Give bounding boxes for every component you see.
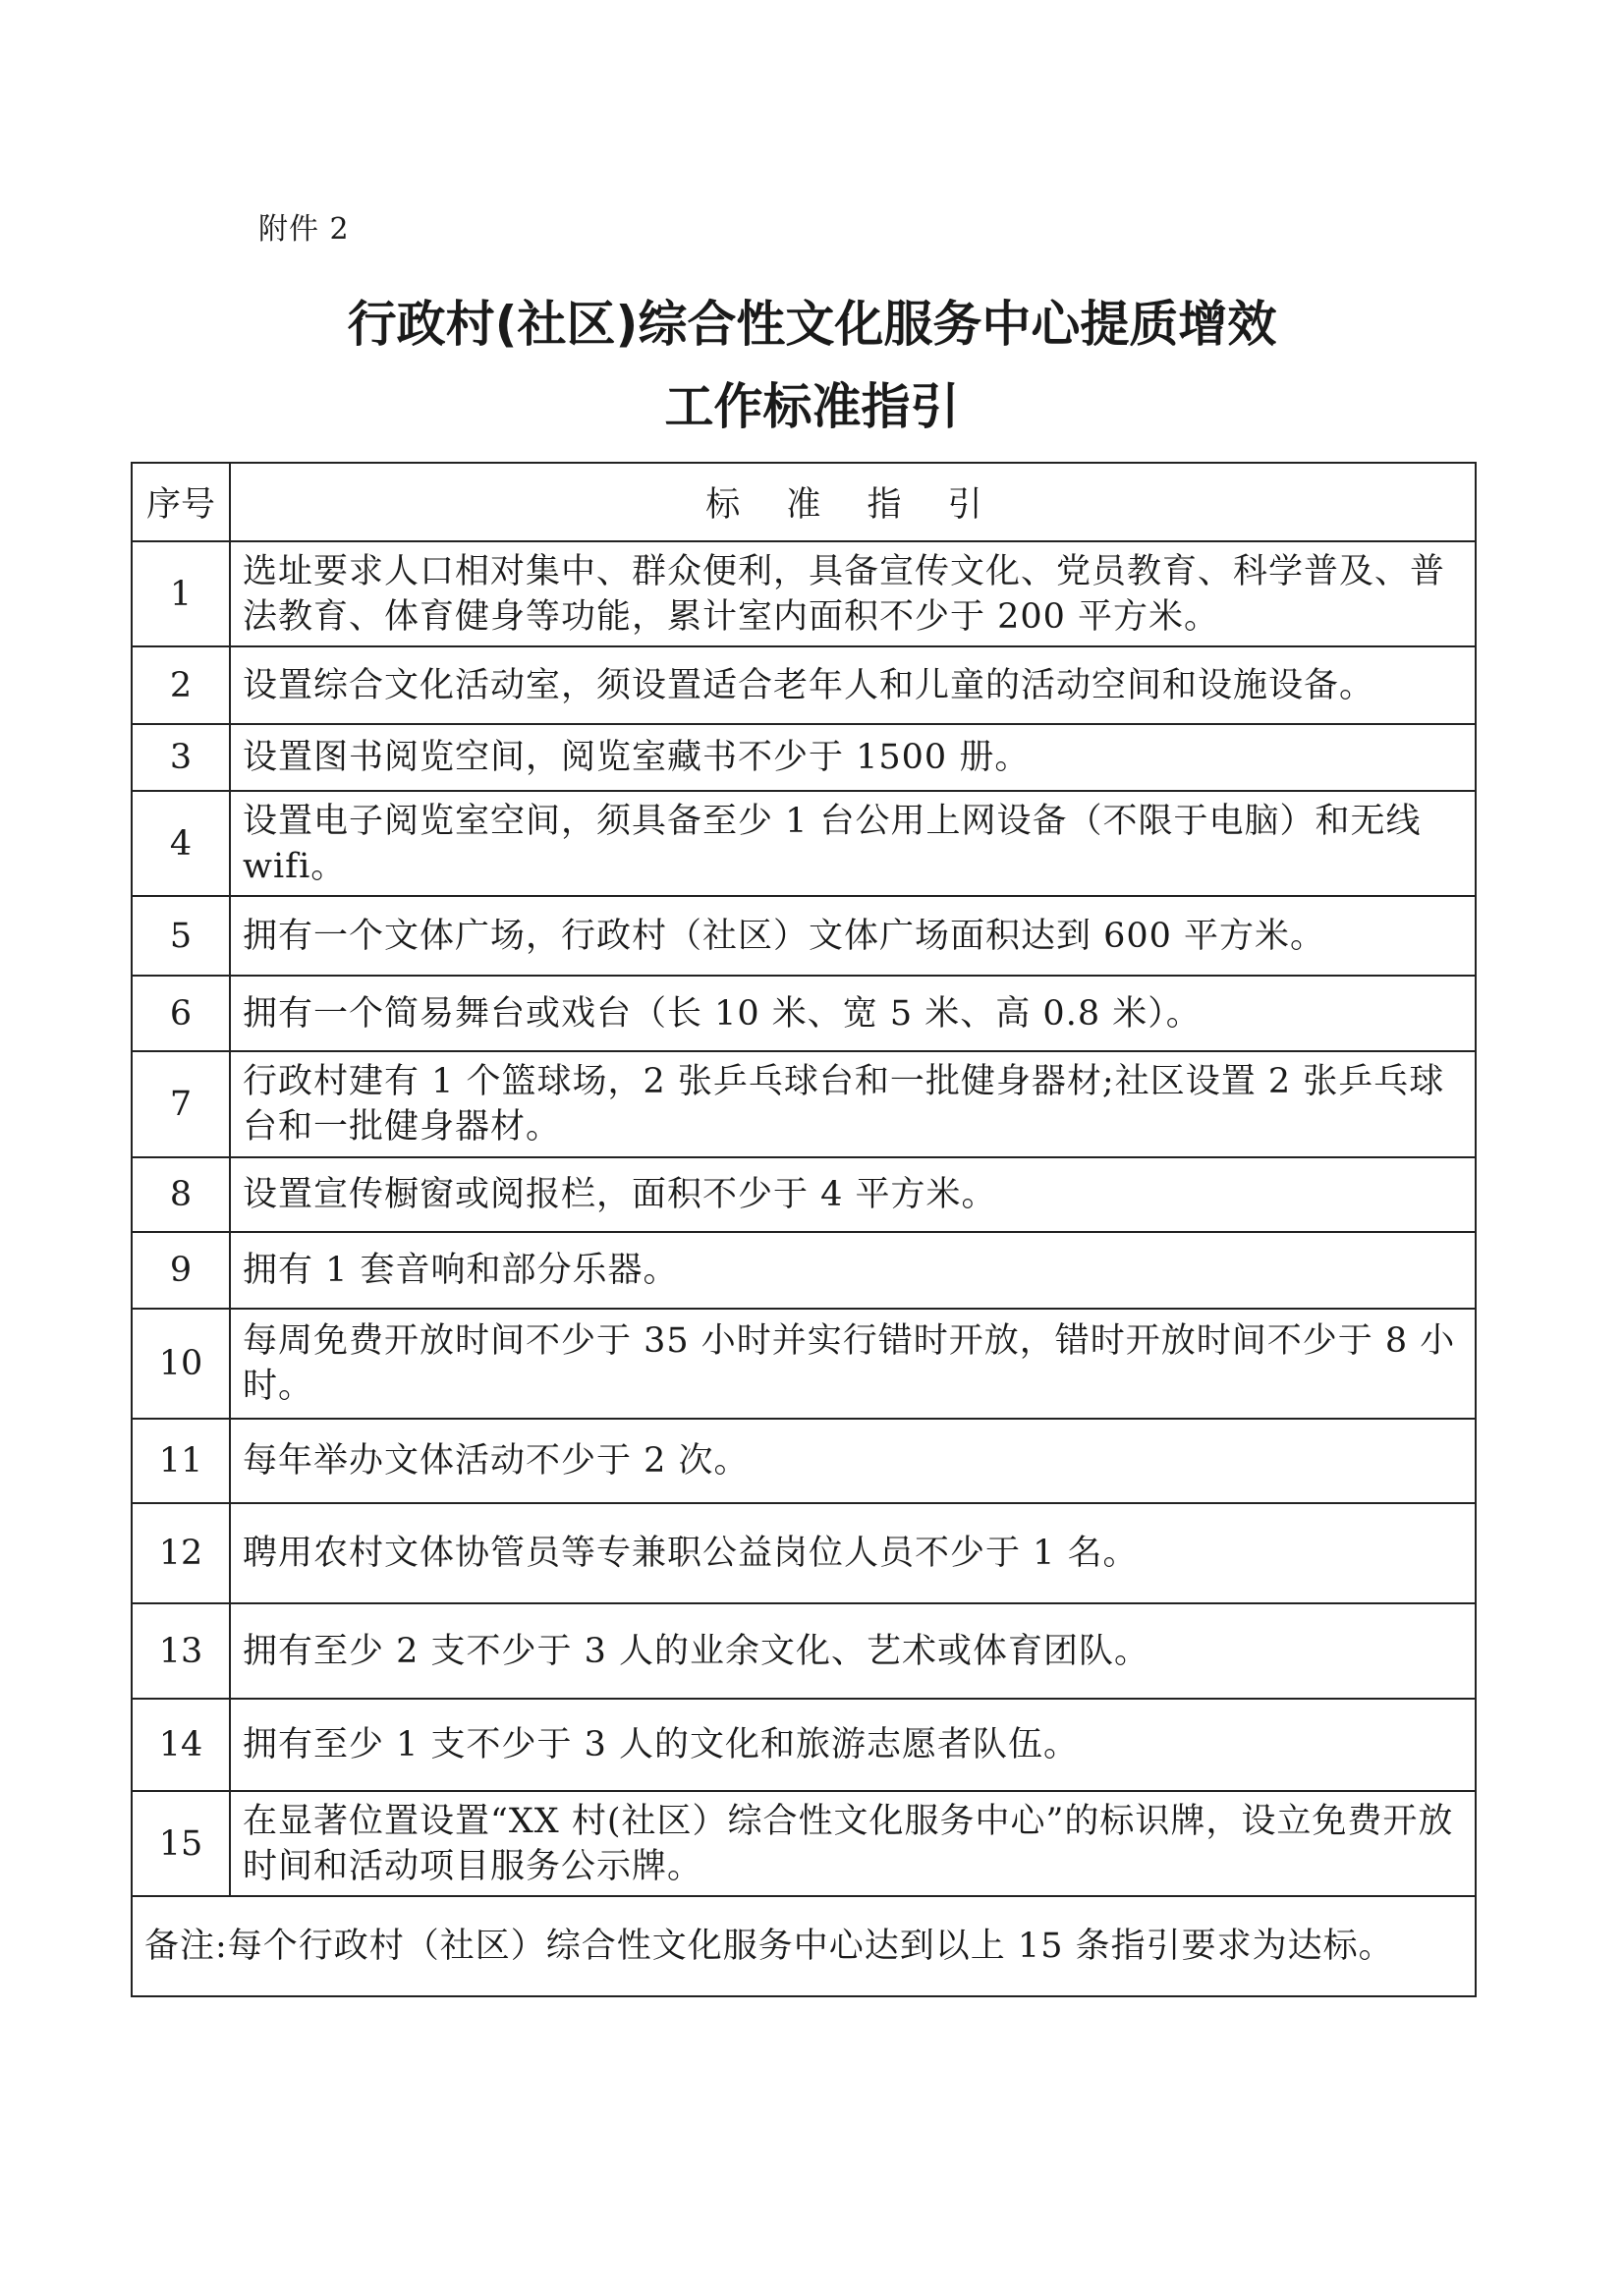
row-number: 6	[132, 976, 230, 1051]
row-text: 设置宣传橱窗或阅报栏，面积不少于 4 平方米。	[230, 1157, 1476, 1232]
table-row	[132, 1503, 1476, 1603]
row-number: 11	[132, 1419, 230, 1503]
row-number: 9	[132, 1232, 230, 1309]
row-number: 15	[132, 1791, 230, 1896]
table-row	[132, 1603, 1476, 1699]
table-note: 备注:每个行政村（社区）综合性文化服务中心达到以上 15 条指引要求为达标。	[132, 1896, 1476, 1996]
row-number: 12	[132, 1503, 230, 1603]
table-row	[132, 1699, 1476, 1791]
row-text: 在显著位置设置“XX 村(社区）综合性文化服务中心”的标识牌，设立免费开放时间和活动项目服务公示牌。	[230, 1791, 1476, 1896]
row-number: 1	[132, 541, 230, 646]
row-text: 每年举办文体活动不少于 2 次。	[230, 1419, 1476, 1503]
row-text: 拥有至少 2 支不少于 3 人的业余文化、艺术或体育团队。	[230, 1603, 1476, 1699]
row-number: 8	[132, 1157, 230, 1232]
row-text: 拥有 1 套音响和部分乐器。	[230, 1232, 1476, 1309]
row-number: 5	[132, 896, 230, 976]
row-number: 14	[132, 1699, 230, 1791]
table-header-row	[132, 463, 1476, 541]
row-text: 拥有至少 1 支不少于 3 人的文化和旅游志愿者队伍。	[230, 1699, 1476, 1791]
table-row	[132, 896, 1476, 976]
document-title-line-1: 行政村(社区)综合性文化服务中心提质增效	[347, 296, 1277, 353]
table-row	[132, 791, 1476, 896]
row-text: 设置电子阅览室空间，须具备至少 1 台公用上网设备（不限于电脑）和无线 wifi。	[230, 791, 1476, 896]
document-title-line-2: 工作标准指引	[664, 378, 960, 435]
row-text: 设置综合文化活动室，须设置适合老年人和儿童的活动空间和设施设备。	[230, 646, 1476, 724]
table-row	[132, 646, 1476, 724]
header-standard-guide: 标 准 指 引	[230, 463, 1476, 541]
row-text: 设置图书阅览空间，阅览室藏书不少于 1500 册。	[230, 724, 1476, 791]
table-row	[132, 1232, 1476, 1309]
table-row	[132, 541, 1476, 646]
header-serial-number: 序号	[132, 463, 230, 541]
table-row	[132, 1309, 1476, 1419]
table-row	[132, 724, 1476, 791]
table-row	[132, 976, 1476, 1051]
row-number: 2	[132, 646, 230, 724]
attachment-label: 附件 2	[258, 212, 350, 247]
standards-table	[131, 462, 1477, 1997]
table-row	[132, 1051, 1476, 1157]
table-row	[132, 1791, 1476, 1896]
row-text: 拥有一个文体广场，行政村（社区）文体广场面积达到 600 平方米。	[230, 896, 1476, 976]
row-number: 3	[132, 724, 230, 791]
row-text: 选址要求人口相对集中、群众便利，具备宣传文化、党员教育、科学普及、普法教育、体育健身等功能，累计室内面积不少于 200 平方米。	[230, 541, 1476, 646]
row-number: 7	[132, 1051, 230, 1157]
row-number: 4	[132, 791, 230, 896]
row-number: 13	[132, 1603, 230, 1699]
row-number: 10	[132, 1309, 230, 1419]
table-row	[132, 1157, 1476, 1232]
row-text: 行政村建有 1 个篮球场，2 张乒乓球台和一批健身器材;社区设置 2 张乒乓球台和一批健身器材。	[230, 1051, 1476, 1157]
row-text: 聘用农村文体协管员等专兼职公益岗位人员不少于 1 名。	[230, 1503, 1476, 1603]
row-text: 每周免费开放时间不少于 35 小时并实行错时开放，错时开放时间不少于 8 小时。	[230, 1309, 1476, 1419]
table-note-row	[132, 1896, 1476, 1996]
table-row	[132, 1419, 1476, 1503]
row-text: 拥有一个简易舞台或戏台（长 10 米、宽 5 米、高 0.8 米）。	[230, 976, 1476, 1051]
